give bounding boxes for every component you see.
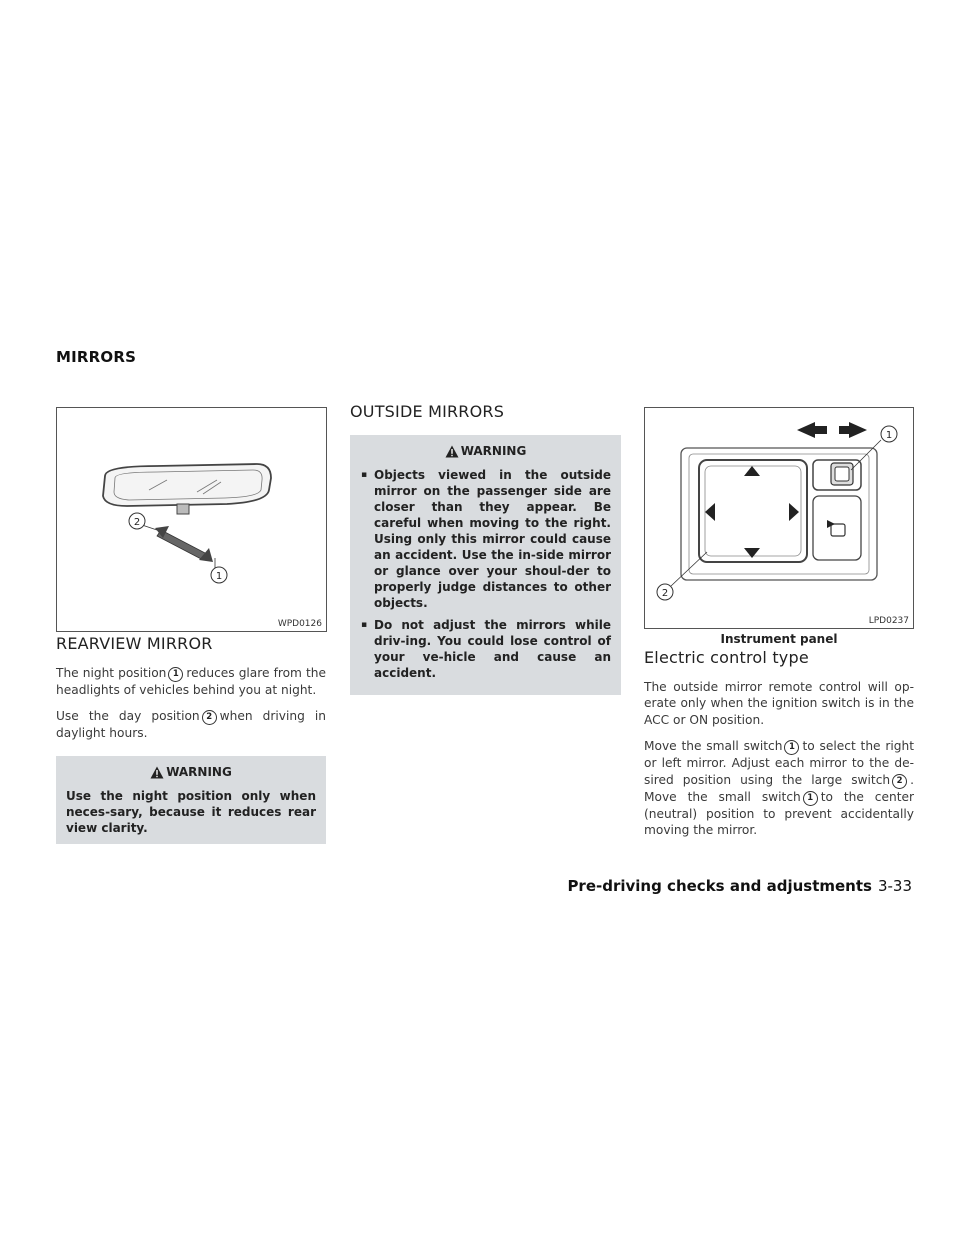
outside-mirrors-section [350, 404, 621, 695]
mirror-switch-illustration [645, 408, 913, 628]
callout-1-icon: 1 [784, 740, 799, 755]
callout-2-icon: 2 [892, 774, 907, 789]
rearview-heading: REARVIEW MIRROR [56, 634, 213, 653]
rearview-paragraph-2: Use the day position 2 when driving in daylight hours. [56, 709, 326, 740]
warning-icon [150, 766, 164, 779]
footer-title: Pre-driving checks and adjustments [567, 877, 872, 895]
warning-list [360, 467, 611, 681]
rearview-section [56, 636, 326, 844]
callout-1 [211, 567, 227, 583]
arrow-left-icon [797, 422, 827, 438]
svg-text:1: 1 [885, 430, 893, 441]
rearview-mirror-illustration [57, 408, 326, 631]
callout-2 [129, 513, 145, 529]
svg-text:2: 2 [133, 517, 141, 528]
rearview-paragraph-1: The night position 1 reduces glare from the headlights of vehicles behind you at night. [56, 665, 326, 697]
warning-item: ▪ Do not adjust the mirrors while driv-ing. You could lose control of your ve-hicle and cause an accident. [360, 617, 611, 681]
page-footer [567, 877, 912, 895]
electric-paragraph-2: Move the small switch 1 to select the right or left mirror. Adjust each mirror to the de-sired position using the large switch 2 . Move the small switch 1 to the center (neutral) position to prevent accidentally moving the mirror. [644, 739, 914, 837]
rearview-mirror-figure [56, 407, 327, 632]
warning-title: WARNING [360, 443, 611, 460]
warning-icon [445, 445, 459, 458]
section-title: MIRRORS [56, 348, 137, 366]
electric-control-section [644, 650, 914, 849]
warning-text: Use the night position only when neces-sary, because it reduces rear view clarity. [66, 789, 316, 835]
figure-code: LPD0237 [868, 616, 909, 626]
rearview-warning-box [56, 756, 326, 845]
callout-1-icon: 1 [168, 667, 183, 682]
figure-code: WPD0126 [277, 619, 322, 629]
warning-item: ▪ Objects viewed in the outside mirror on the passenger side are closer than they appear. Be careful when moving to the right. Using only this mirror could cause an accident. Use the in-side mirror or glance over your shoul-der to properly judge distances to other objects. [360, 467, 611, 611]
svg-text:2: 2 [661, 588, 669, 599]
electric-paragraph-1: The outside mirror remote control will op-erate only when the ignition switch is in the ACC or ON position. [644, 679, 914, 727]
callout-1-icon: 1 [803, 791, 818, 806]
warning-title: WARNING [66, 764, 316, 781]
svg-text:1: 1 [215, 571, 223, 582]
arrow-right-icon [839, 422, 867, 438]
figure-caption: Instrument panel [720, 632, 838, 646]
callout-1 [881, 426, 897, 442]
outside-warning-box [350, 435, 621, 696]
electric-control-heading: Electric control type [644, 648, 809, 667]
mirror-switch-figure [644, 407, 914, 629]
callout-2 [657, 584, 673, 600]
outside-mirrors-heading: OUTSIDE MIRRORS [350, 402, 505, 421]
callout-2-icon: 2 [202, 710, 217, 725]
page-number: 3-33 [877, 877, 912, 895]
